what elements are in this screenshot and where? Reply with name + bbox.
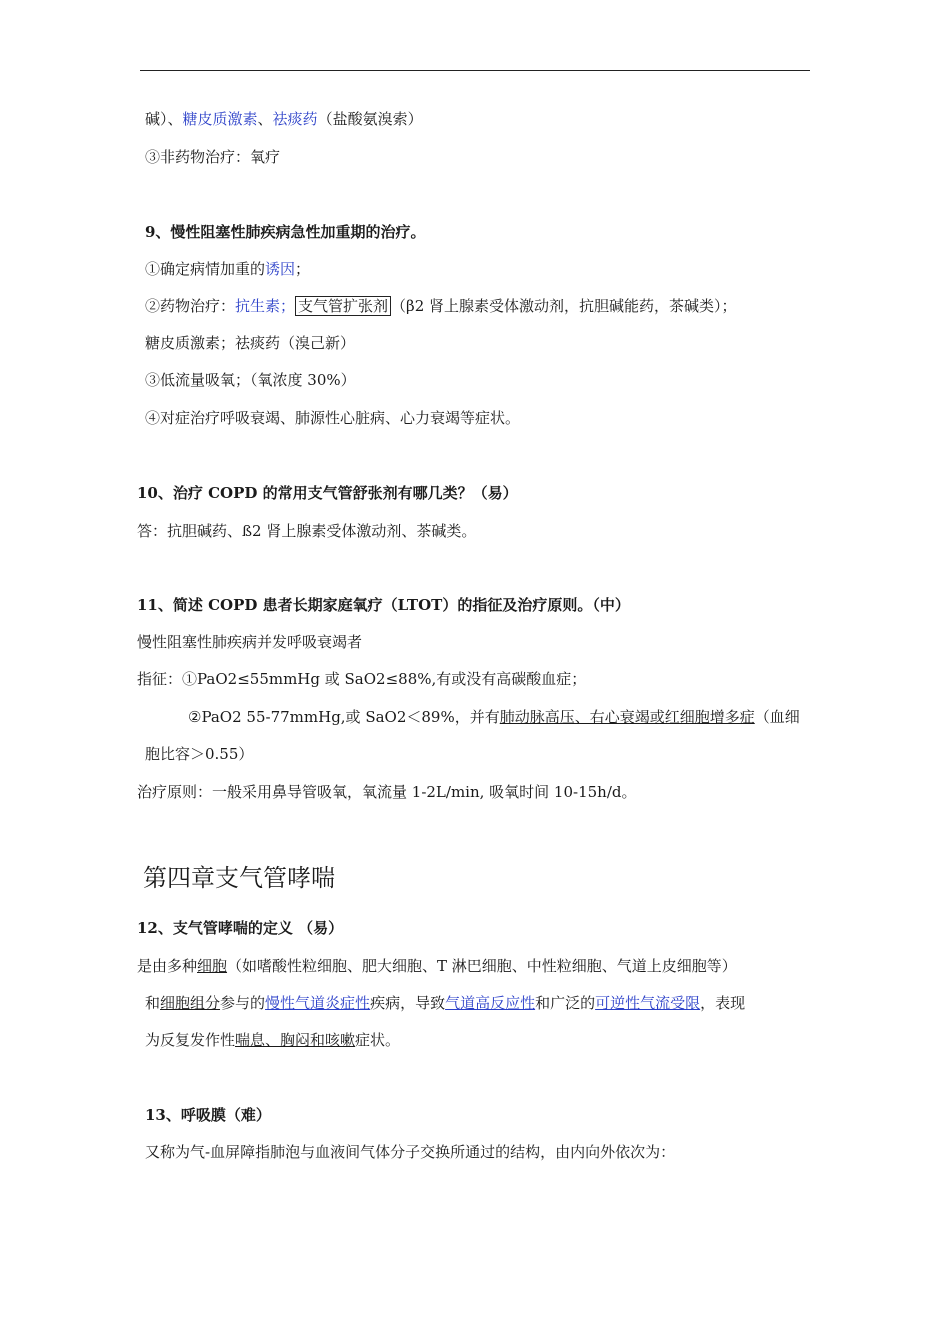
q9-item-2 (145, 296, 737, 316)
term-glucocorticoid: 糖皮质激素 (182, 110, 258, 128)
q11-indication-2-cont: 胞比容＞0.55） (145, 745, 254, 763)
question-9-title: 9、慢性阻塞性肺疾病急性加重期的治疗。 (145, 223, 426, 241)
underlined-term: 细胞组分 (160, 994, 221, 1012)
underlined-term: 喘息、胸闷和咳嗽 (235, 1031, 356, 1049)
question-13-title: 13、呼吸膜（难） (145, 1106, 271, 1124)
text: （如嗜酸性粒细胞、肥大细胞、T 淋巴细胞、中性粒细胞、气道上皮细胞等） (227, 957, 737, 975)
text: 为反复发作性 (145, 1031, 236, 1049)
text: 、 (257, 110, 273, 128)
q12-line-2 (145, 993, 745, 1013)
q11-indication-1: 指征：①PaO2≤55mmHg 或 SaO2≤88%,有或没有高碳酸血症； (137, 670, 587, 688)
chapter-heading: 第四章支气管哮喘 (143, 864, 335, 892)
text: （β2 肾上腺素受体激动剂，抗胆碱能药，茶碱类）； (391, 297, 737, 315)
q11-principle: 治疗原则：一般采用鼻导管吸氧，氧流量 1-2L/min, 吸氧时间 10-15h/d。 (137, 783, 637, 801)
text: 症状。 (355, 1031, 401, 1049)
text: ，表现 (700, 994, 746, 1012)
term-expectorant: 祛痰药 (272, 110, 318, 128)
text: 参与的 (220, 994, 266, 1012)
q9-item-4: ④对症治疗呼吸衰竭、肺源性心脏病、心力衰竭等症状。 (145, 409, 521, 427)
question-12-title: 12、支气管哮喘的定义 （易） (137, 919, 344, 937)
q13-line-1: 又称为气-血屏障指肺泡与血液间气体分子交换所通过的结构，由内向外依次为： (145, 1143, 676, 1161)
q11-indication-2 (188, 707, 800, 727)
text: ②PaO2 55-77mmHg,或 SaO2＜89%，并有 (188, 708, 500, 726)
boxed-term-bronchodilator: 支气管扩张剂 (295, 296, 391, 316)
term-antibiotics: 抗生素； (235, 297, 296, 315)
q12-line-1 (137, 956, 737, 976)
q12-line-3 (145, 1030, 400, 1050)
q9-item-2-cont: 糖皮质激素；祛痰药（溴己新） (145, 334, 356, 352)
question-11-title: 11、简述 COPD 患者长期家庭氧疗（LTOT）的指征及治疗原则。（中） (137, 596, 630, 614)
text: ②药物治疗： (145, 297, 236, 315)
text: 和广泛的 (535, 994, 596, 1012)
q9-item-1 (145, 259, 310, 279)
text: 疾病，导致 (370, 994, 446, 1012)
underlined-term: 气道高反应性 (445, 994, 536, 1012)
line-continuation (145, 109, 423, 129)
term-cause: 诱因 (265, 260, 296, 278)
text: （盐酸氨溴索） (317, 110, 423, 128)
text: 碱）、 (145, 110, 183, 128)
underlined-term: 慢性气道炎症性 (265, 994, 371, 1012)
text: 和 (145, 994, 161, 1012)
text: ①确定病情加重的 (145, 260, 266, 278)
underlined-term: 肺动脉高压、右心衰竭或红细胞增多症 (499, 708, 755, 726)
q9-item-3: ③低流量吸氧；（氧浓度 30%） (145, 371, 356, 389)
question-10-title: 10、治疗 COPD 的常用支气管舒张剂有哪几类？（易） (137, 484, 518, 502)
header-rule (140, 70, 810, 71)
q11-line-1: 慢性阻塞性肺疾病并发呼吸衰竭者 (137, 633, 363, 651)
text: （血细 (754, 708, 800, 726)
text: 是由多种 (137, 957, 198, 975)
q10-answer: 答：抗胆碱药、ß2 肾上腺素受体激动剂、茶碱类。 (137, 522, 477, 540)
non-drug-therapy-line: ③非药物治疗：氧疗 (145, 148, 281, 166)
underlined-term: 细胞 (197, 957, 228, 975)
text: ； (295, 260, 311, 278)
underlined-term: 可逆性气流受限 (595, 994, 701, 1012)
